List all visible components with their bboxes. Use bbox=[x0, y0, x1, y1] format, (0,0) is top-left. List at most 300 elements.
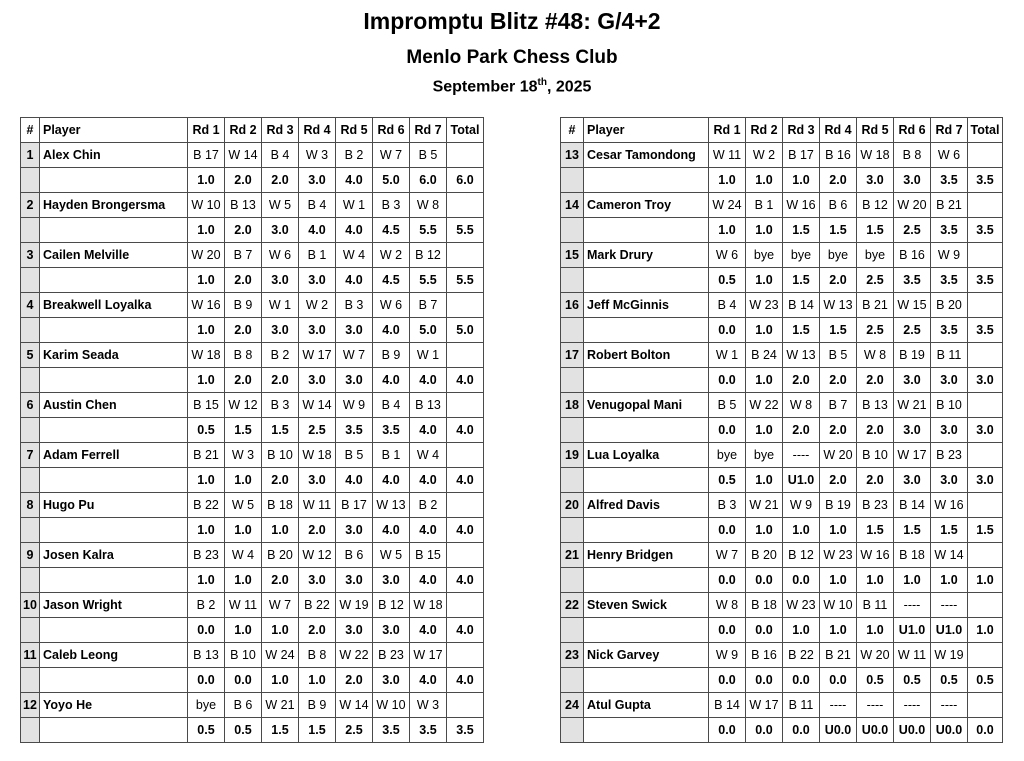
round-result: B 8 bbox=[225, 343, 262, 368]
cumulative-score: 4.0 bbox=[410, 468, 447, 493]
round-result: W 21 bbox=[746, 493, 783, 518]
cumulative-score: 2.0 bbox=[783, 368, 820, 393]
round-result: W 18 bbox=[410, 593, 447, 618]
player-number: 17 bbox=[561, 343, 584, 368]
score-row bbox=[561, 618, 1003, 643]
round-result: B 9 bbox=[299, 693, 336, 718]
round-result: B 23 bbox=[857, 493, 894, 518]
round-result: B 2 bbox=[410, 493, 447, 518]
round-result: W 22 bbox=[746, 393, 783, 418]
cumulative-score: 5.5 bbox=[410, 268, 447, 293]
cumulative-score: 1.5 bbox=[225, 418, 262, 443]
round-result: W 10 bbox=[820, 593, 857, 618]
cumulative-score: 2.0 bbox=[299, 518, 336, 543]
total-score: 1.0 bbox=[968, 568, 1003, 593]
round-result: bye bbox=[857, 243, 894, 268]
cumulative-score: 0.0 bbox=[709, 718, 746, 743]
cumulative-score: 1.0 bbox=[820, 518, 857, 543]
number-spacer bbox=[561, 318, 584, 343]
round-result: W 4 bbox=[336, 243, 373, 268]
round-result: B 13 bbox=[857, 393, 894, 418]
column-header: Rd 3 bbox=[783, 118, 820, 143]
name-spacer bbox=[40, 668, 188, 693]
cumulative-score: 5.0 bbox=[410, 318, 447, 343]
round-result: B 9 bbox=[373, 343, 410, 368]
cumulative-score: 1.0 bbox=[746, 218, 783, 243]
player-name: Jeff McGinnis bbox=[584, 293, 709, 318]
total-empty bbox=[447, 443, 484, 468]
name-spacer bbox=[40, 568, 188, 593]
column-header: Rd 6 bbox=[373, 118, 410, 143]
round-result: W 14 bbox=[225, 143, 262, 168]
cumulative-score: 3.5 bbox=[336, 418, 373, 443]
round-result: W 2 bbox=[373, 243, 410, 268]
round-result: B 11 bbox=[783, 693, 820, 718]
player-name: Austin Chen bbox=[40, 393, 188, 418]
player-row bbox=[561, 193, 1003, 218]
round-result: W 17 bbox=[894, 443, 931, 468]
total-score: 4.0 bbox=[447, 668, 484, 693]
player-number: 12 bbox=[21, 693, 40, 718]
number-spacer bbox=[21, 318, 40, 343]
cumulative-score: U0.0 bbox=[857, 718, 894, 743]
player-row bbox=[561, 493, 1003, 518]
total-empty bbox=[447, 543, 484, 568]
total-empty bbox=[968, 243, 1003, 268]
name-spacer bbox=[40, 368, 188, 393]
player-number: 7 bbox=[21, 443, 40, 468]
player-row bbox=[21, 343, 484, 368]
total-score: 4.0 bbox=[447, 418, 484, 443]
round-result: B 19 bbox=[820, 493, 857, 518]
cumulative-score: 3.0 bbox=[336, 618, 373, 643]
player-number: 2 bbox=[21, 193, 40, 218]
score-row bbox=[21, 368, 484, 393]
round-result: W 4 bbox=[410, 443, 447, 468]
round-result: ---- bbox=[931, 593, 968, 618]
round-result: bye bbox=[188, 693, 225, 718]
cumulative-score: 0.5 bbox=[857, 668, 894, 693]
cumulative-score: 2.5 bbox=[336, 718, 373, 743]
player-number: 14 bbox=[561, 193, 584, 218]
round-result: B 15 bbox=[188, 393, 225, 418]
player-name: Alfred Davis bbox=[584, 493, 709, 518]
total-empty bbox=[447, 693, 484, 718]
cumulative-score: 1.0 bbox=[262, 618, 299, 643]
round-result: B 5 bbox=[709, 393, 746, 418]
cumulative-score: 3.0 bbox=[299, 568, 336, 593]
round-result: B 4 bbox=[373, 393, 410, 418]
score-row bbox=[561, 168, 1003, 193]
round-result: W 6 bbox=[373, 293, 410, 318]
cumulative-score: 3.0 bbox=[894, 418, 931, 443]
player-number: 13 bbox=[561, 143, 584, 168]
number-spacer bbox=[21, 568, 40, 593]
cumulative-score: 2.0 bbox=[262, 368, 299, 393]
player-number: 5 bbox=[21, 343, 40, 368]
number-spacer bbox=[561, 518, 584, 543]
round-result: B 7 bbox=[410, 293, 447, 318]
player-row bbox=[561, 243, 1003, 268]
round-result: B 20 bbox=[746, 543, 783, 568]
cumulative-score: 3.5 bbox=[931, 318, 968, 343]
cumulative-score: 4.0 bbox=[373, 318, 410, 343]
cumulative-score: U0.0 bbox=[820, 718, 857, 743]
cumulative-score: 1.0 bbox=[188, 218, 225, 243]
cumulative-score: 2.0 bbox=[262, 168, 299, 193]
cumulative-score: U1.0 bbox=[783, 468, 820, 493]
cumulative-score: 4.5 bbox=[373, 218, 410, 243]
column-header: Player bbox=[40, 118, 188, 143]
player-name: Yoyo He bbox=[40, 693, 188, 718]
cumulative-score: 4.0 bbox=[336, 168, 373, 193]
player-row bbox=[21, 643, 484, 668]
round-result: W 11 bbox=[225, 593, 262, 618]
round-result: B 23 bbox=[188, 543, 225, 568]
round-result: B 6 bbox=[820, 193, 857, 218]
score-row bbox=[561, 268, 1003, 293]
header-row bbox=[561, 118, 1003, 143]
round-result: W 9 bbox=[336, 393, 373, 418]
player-row bbox=[21, 293, 484, 318]
round-result: B 10 bbox=[931, 393, 968, 418]
player-name: Lua Loyalka bbox=[584, 443, 709, 468]
round-result: B 22 bbox=[783, 643, 820, 668]
club-name: Menlo Park Chess Club bbox=[406, 47, 618, 68]
cumulative-score: 2.0 bbox=[336, 668, 373, 693]
name-spacer bbox=[584, 318, 709, 343]
cumulative-score: 2.0 bbox=[225, 168, 262, 193]
name-spacer bbox=[40, 468, 188, 493]
total-score: 0.0 bbox=[968, 718, 1003, 743]
player-number: 18 bbox=[561, 393, 584, 418]
round-result: B 24 bbox=[746, 343, 783, 368]
column-header: Rd 5 bbox=[336, 118, 373, 143]
player-row bbox=[561, 343, 1003, 368]
cumulative-score: 2.0 bbox=[857, 368, 894, 393]
player-number: 23 bbox=[561, 643, 584, 668]
total-empty bbox=[447, 643, 484, 668]
player-name: Nick Garvey bbox=[584, 643, 709, 668]
name-spacer bbox=[40, 268, 188, 293]
total-score: 5.5 bbox=[447, 268, 484, 293]
round-result: B 18 bbox=[262, 493, 299, 518]
cumulative-score: 3.0 bbox=[299, 318, 336, 343]
cumulative-score: 0.5 bbox=[225, 718, 262, 743]
round-result: B 14 bbox=[783, 293, 820, 318]
cumulative-score: 6.0 bbox=[410, 168, 447, 193]
cumulative-score: 3.0 bbox=[336, 368, 373, 393]
cumulative-score: 3.0 bbox=[299, 268, 336, 293]
cumulative-score: 0.0 bbox=[709, 318, 746, 343]
cumulative-score: 1.5 bbox=[783, 218, 820, 243]
cumulative-score: 0.0 bbox=[746, 568, 783, 593]
number-spacer bbox=[21, 368, 40, 393]
score-row bbox=[561, 518, 1003, 543]
round-result: B 12 bbox=[857, 193, 894, 218]
round-result: ---- bbox=[894, 593, 931, 618]
score-row bbox=[21, 168, 484, 193]
cumulative-score: 2.5 bbox=[857, 318, 894, 343]
score-row bbox=[561, 568, 1003, 593]
cumulative-score: 3.0 bbox=[857, 168, 894, 193]
round-result: W 9 bbox=[783, 493, 820, 518]
player-name: Steven Swick bbox=[584, 593, 709, 618]
cumulative-score: 0.0 bbox=[709, 368, 746, 393]
score-row bbox=[561, 718, 1003, 743]
round-result: W 2 bbox=[746, 143, 783, 168]
round-result: ---- bbox=[894, 693, 931, 718]
round-result: B 22 bbox=[299, 593, 336, 618]
player-row bbox=[21, 143, 484, 168]
cumulative-score: 3.0 bbox=[894, 468, 931, 493]
cumulative-score: 2.0 bbox=[820, 418, 857, 443]
round-result: W 18 bbox=[857, 143, 894, 168]
cumulative-score: 3.0 bbox=[336, 568, 373, 593]
name-spacer bbox=[40, 418, 188, 443]
round-result: W 23 bbox=[746, 293, 783, 318]
cumulative-score: 3.5 bbox=[931, 268, 968, 293]
cumulative-score: 1.0 bbox=[709, 218, 746, 243]
cumulative-score: 4.0 bbox=[373, 368, 410, 393]
round-result: W 19 bbox=[931, 643, 968, 668]
cumulative-score: 1.0 bbox=[262, 668, 299, 693]
round-result: B 16 bbox=[894, 243, 931, 268]
cumulative-score: 4.0 bbox=[336, 268, 373, 293]
crosstable-left bbox=[20, 117, 484, 743]
cumulative-score: 1.0 bbox=[746, 518, 783, 543]
total-score: 1.5 bbox=[968, 518, 1003, 543]
round-result: W 9 bbox=[931, 243, 968, 268]
round-result: B 17 bbox=[188, 143, 225, 168]
player-name: Cameron Troy bbox=[584, 193, 709, 218]
round-result: ---- bbox=[931, 693, 968, 718]
round-result: B 12 bbox=[373, 593, 410, 618]
player-row bbox=[21, 693, 484, 718]
round-result: B 3 bbox=[373, 193, 410, 218]
cumulative-score: 1.5 bbox=[262, 718, 299, 743]
round-result: W 13 bbox=[783, 343, 820, 368]
round-result: W 11 bbox=[709, 143, 746, 168]
score-row bbox=[21, 668, 484, 693]
name-spacer bbox=[584, 568, 709, 593]
cumulative-score: 1.0 bbox=[709, 168, 746, 193]
cumulative-score: 1.0 bbox=[931, 568, 968, 593]
round-result: B 1 bbox=[299, 243, 336, 268]
name-spacer bbox=[584, 718, 709, 743]
player-name: Cesar Tamondong bbox=[584, 143, 709, 168]
round-result: W 17 bbox=[746, 693, 783, 718]
cumulative-score: 1.5 bbox=[262, 418, 299, 443]
cumulative-score: 2.0 bbox=[225, 318, 262, 343]
round-result: W 3 bbox=[299, 143, 336, 168]
total-empty bbox=[447, 343, 484, 368]
player-row bbox=[561, 593, 1003, 618]
total-empty bbox=[447, 293, 484, 318]
cumulative-score: 0.0 bbox=[709, 618, 746, 643]
round-result: W 12 bbox=[299, 543, 336, 568]
round-result: bye bbox=[746, 443, 783, 468]
cumulative-score: 1.0 bbox=[188, 368, 225, 393]
round-result: W 10 bbox=[188, 193, 225, 218]
round-result: bye bbox=[746, 243, 783, 268]
cumulative-score: 3.0 bbox=[299, 168, 336, 193]
cumulative-score: 2.0 bbox=[262, 468, 299, 493]
round-result: W 20 bbox=[188, 243, 225, 268]
round-result: bye bbox=[709, 443, 746, 468]
round-result: B 4 bbox=[709, 293, 746, 318]
round-result: W 6 bbox=[262, 243, 299, 268]
player-row bbox=[561, 643, 1003, 668]
cumulative-score: U1.0 bbox=[894, 618, 931, 643]
round-result: W 12 bbox=[225, 393, 262, 418]
score-row bbox=[21, 468, 484, 493]
total-score: 5.5 bbox=[447, 218, 484, 243]
total-empty bbox=[968, 143, 1003, 168]
round-result: W 14 bbox=[931, 543, 968, 568]
round-result: B 11 bbox=[931, 343, 968, 368]
name-spacer bbox=[40, 518, 188, 543]
player-name: Caleb Leong bbox=[40, 643, 188, 668]
cumulative-score: 4.0 bbox=[299, 218, 336, 243]
cumulative-score: 4.0 bbox=[410, 368, 447, 393]
round-result: W 10 bbox=[373, 693, 410, 718]
column-header: Rd 3 bbox=[262, 118, 299, 143]
cumulative-score: 0.5 bbox=[188, 418, 225, 443]
score-row bbox=[561, 668, 1003, 693]
cumulative-score: 3.0 bbox=[262, 268, 299, 293]
total-empty bbox=[968, 543, 1003, 568]
total-empty bbox=[447, 193, 484, 218]
player-row bbox=[21, 543, 484, 568]
player-row bbox=[21, 443, 484, 468]
player-row bbox=[561, 143, 1003, 168]
cumulative-score: 1.0 bbox=[894, 568, 931, 593]
number-spacer bbox=[21, 268, 40, 293]
cumulative-score: 0.0 bbox=[783, 718, 820, 743]
round-result: B 2 bbox=[188, 593, 225, 618]
player-number: 19 bbox=[561, 443, 584, 468]
date-year: , 2025 bbox=[546, 78, 592, 96]
player-name: Adam Ferrell bbox=[40, 443, 188, 468]
cumulative-score: 3.0 bbox=[894, 168, 931, 193]
cumulative-score: 1.0 bbox=[188, 318, 225, 343]
round-result: B 15 bbox=[410, 543, 447, 568]
cumulative-score: 1.0 bbox=[225, 618, 262, 643]
cumulative-score: 1.5 bbox=[783, 268, 820, 293]
score-row bbox=[561, 418, 1003, 443]
player-name: Breakwell Loyalka bbox=[40, 293, 188, 318]
name-spacer bbox=[584, 268, 709, 293]
total-score: 3.0 bbox=[968, 468, 1003, 493]
total-score: 5.0 bbox=[447, 318, 484, 343]
round-result: B 14 bbox=[894, 493, 931, 518]
round-result: B 6 bbox=[225, 693, 262, 718]
round-result: W 22 bbox=[336, 643, 373, 668]
round-result: B 8 bbox=[894, 143, 931, 168]
crosstable-body bbox=[561, 143, 1003, 743]
player-row bbox=[561, 293, 1003, 318]
name-spacer bbox=[40, 718, 188, 743]
round-result: W 16 bbox=[188, 293, 225, 318]
column-header: Player bbox=[584, 118, 709, 143]
name-spacer bbox=[584, 368, 709, 393]
name-spacer bbox=[584, 218, 709, 243]
crosstable-right bbox=[560, 117, 1003, 743]
name-spacer bbox=[40, 318, 188, 343]
cumulative-score: 4.0 bbox=[336, 218, 373, 243]
round-result: B 19 bbox=[894, 343, 931, 368]
cumulative-score: 0.5 bbox=[188, 718, 225, 743]
column-header: Total bbox=[447, 118, 484, 143]
round-result: W 1 bbox=[709, 343, 746, 368]
cumulative-score: 1.0 bbox=[783, 518, 820, 543]
player-number: 8 bbox=[21, 493, 40, 518]
round-result: W 2 bbox=[299, 293, 336, 318]
total-empty bbox=[447, 393, 484, 418]
cumulative-score: 3.0 bbox=[931, 468, 968, 493]
cumulative-score: 1.0 bbox=[746, 168, 783, 193]
round-result: ---- bbox=[857, 693, 894, 718]
cumulative-score: 1.0 bbox=[820, 568, 857, 593]
round-result: B 5 bbox=[410, 143, 447, 168]
round-result: B 17 bbox=[336, 493, 373, 518]
round-result: W 23 bbox=[783, 593, 820, 618]
round-result: ---- bbox=[783, 443, 820, 468]
player-number: 22 bbox=[561, 593, 584, 618]
round-result: B 9 bbox=[225, 293, 262, 318]
total-score: 3.0 bbox=[968, 418, 1003, 443]
total-score: 4.0 bbox=[447, 468, 484, 493]
total-score: 3.5 bbox=[447, 718, 484, 743]
number-spacer bbox=[561, 668, 584, 693]
cumulative-score: 1.0 bbox=[262, 518, 299, 543]
cumulative-score: 1.0 bbox=[820, 618, 857, 643]
round-result: W 24 bbox=[709, 193, 746, 218]
number-spacer bbox=[561, 418, 584, 443]
cumulative-score: 4.0 bbox=[410, 668, 447, 693]
total-score: 6.0 bbox=[447, 168, 484, 193]
cumulative-score: 2.0 bbox=[820, 468, 857, 493]
round-result: W 18 bbox=[188, 343, 225, 368]
round-result: W 8 bbox=[857, 343, 894, 368]
round-result: W 4 bbox=[225, 543, 262, 568]
round-result: B 14 bbox=[709, 693, 746, 718]
total-score: 3.0 bbox=[968, 368, 1003, 393]
cumulative-score: 1.0 bbox=[188, 568, 225, 593]
player-number: 21 bbox=[561, 543, 584, 568]
column-header: Rd 5 bbox=[857, 118, 894, 143]
round-result: W 20 bbox=[894, 193, 931, 218]
cumulative-score: 2.5 bbox=[299, 418, 336, 443]
round-result: B 3 bbox=[262, 393, 299, 418]
cumulative-score: 3.5 bbox=[894, 268, 931, 293]
round-result: B 4 bbox=[262, 143, 299, 168]
round-result: W 17 bbox=[410, 643, 447, 668]
cumulative-score: 4.5 bbox=[373, 268, 410, 293]
name-spacer bbox=[584, 668, 709, 693]
number-spacer bbox=[561, 368, 584, 393]
cumulative-score: 1.0 bbox=[746, 368, 783, 393]
player-number: 4 bbox=[21, 293, 40, 318]
round-result: B 21 bbox=[931, 193, 968, 218]
cumulative-score: 3.0 bbox=[894, 368, 931, 393]
round-result: B 16 bbox=[820, 143, 857, 168]
cumulative-score: 1.0 bbox=[857, 618, 894, 643]
round-result: B 3 bbox=[709, 493, 746, 518]
total-empty bbox=[447, 493, 484, 518]
cumulative-score: 2.0 bbox=[857, 418, 894, 443]
